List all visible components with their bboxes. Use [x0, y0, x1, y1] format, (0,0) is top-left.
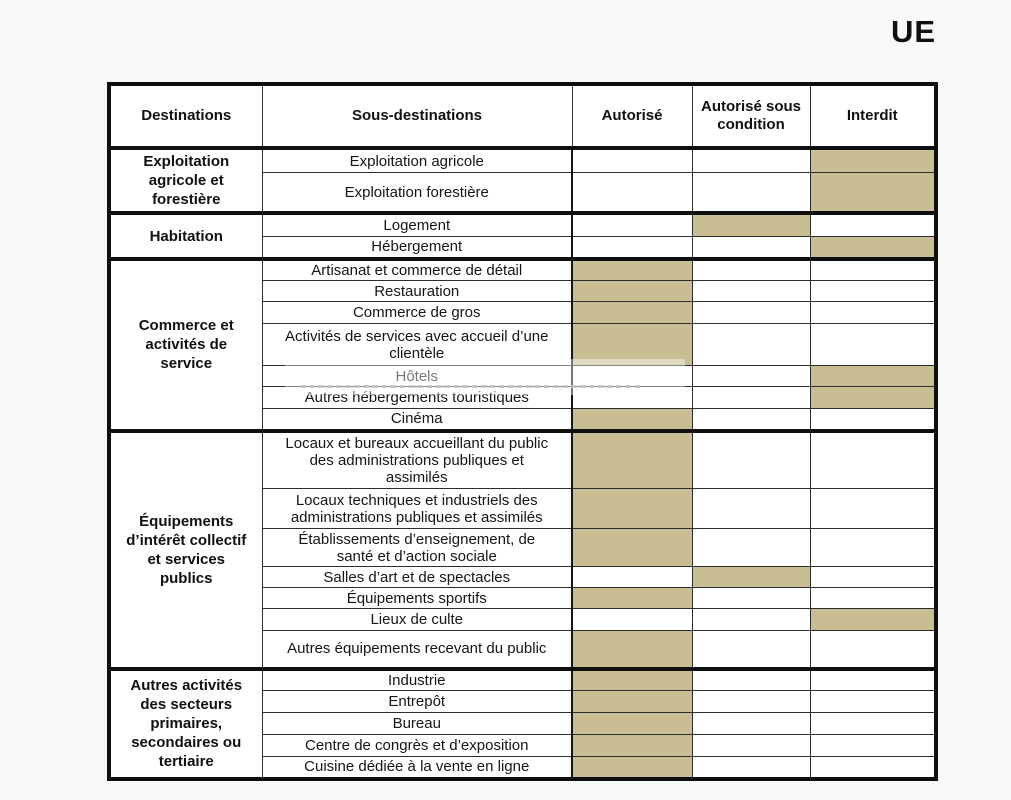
- status-cell-autorise: [572, 529, 692, 567]
- status-cell-condition: [692, 259, 810, 281]
- status-cell-autorise: [572, 669, 692, 691]
- status-cell-interdit: [810, 431, 936, 489]
- status-cell-autorise: [572, 173, 692, 213]
- sous-destination-cell: Activités de services avec accueil d’une clientèle: [262, 324, 572, 366]
- table-row: [109, 431, 936, 489]
- table-row: [109, 669, 936, 691]
- status-cell-autorise: [572, 302, 692, 324]
- status-cell-autorise: [572, 148, 692, 173]
- status-cell-condition: [692, 669, 810, 691]
- status-cell-interdit: [810, 387, 936, 409]
- status-cell-condition: [692, 713, 810, 735]
- status-cell-autorise: [572, 387, 692, 409]
- status-cell-autorise: [572, 281, 692, 302]
- status-cell-autorise: [572, 409, 692, 431]
- sous-destination-cell: Hôtels: [262, 366, 572, 387]
- header-sous-destinations: Sous-destinations: [262, 84, 572, 148]
- status-cell-interdit: [810, 213, 936, 236]
- status-cell-interdit: [810, 409, 936, 431]
- status-cell-interdit: [810, 735, 936, 757]
- destinations-table-wrap: [107, 82, 938, 781]
- table-body: [109, 148, 936, 779]
- destination-cell: Autres activités des secteurs primaires, secondaires ou tertiaire: [109, 669, 262, 779]
- status-cell-interdit: [810, 324, 936, 366]
- sous-destination-cell: Autres équipements recevant du public: [262, 631, 572, 669]
- status-cell-autorise: [572, 489, 692, 529]
- sous-destination-cell: Exploitation agricole: [262, 148, 572, 173]
- destination-cell: Commerce et activités de service: [109, 259, 262, 431]
- status-cell-interdit: [810, 757, 936, 779]
- status-cell-condition: [692, 409, 810, 431]
- status-cell-condition: [692, 735, 810, 757]
- sous-destination-cell: Équipements sportifs: [262, 588, 572, 609]
- sous-destination-cell: Cinéma: [262, 409, 572, 431]
- sous-destination-cell: Restauration: [262, 281, 572, 302]
- status-cell-autorise: [572, 609, 692, 631]
- sous-destination-cell: Salles d’art et de spectacles: [262, 567, 572, 588]
- status-cell-interdit: [810, 669, 936, 691]
- status-cell-condition: [692, 431, 810, 489]
- sous-destination-cell: Industrie: [262, 669, 572, 691]
- sous-destination-cell: Hébergement: [262, 236, 572, 259]
- sous-destination-cell: Logement: [262, 213, 572, 236]
- status-cell-autorise: [572, 431, 692, 489]
- status-cell-condition: [692, 148, 810, 173]
- table-row: [109, 259, 936, 281]
- status-cell-condition: [692, 281, 810, 302]
- sous-destination-cell: Cuisine dédiée à la vente en ligne: [262, 757, 572, 779]
- table-row: [109, 148, 936, 173]
- sous-destination-cell: Établissements d’enseignement, de santé et d’action sociale: [262, 529, 572, 567]
- status-cell-condition: [692, 173, 810, 213]
- status-cell-autorise: [572, 588, 692, 609]
- sous-destination-cell: Locaux techniques et industriels des administrations publiques et assimilés: [262, 489, 572, 529]
- header-row: [109, 84, 936, 148]
- status-cell-interdit: [810, 609, 936, 631]
- status-cell-autorise: [572, 213, 692, 236]
- status-cell-interdit: [810, 529, 936, 567]
- status-cell-interdit: [810, 691, 936, 713]
- status-cell-interdit: [810, 713, 936, 735]
- sous-destination-cell: Exploitation forestière: [262, 173, 572, 213]
- sous-destination-cell: Entrepôt: [262, 691, 572, 713]
- status-cell-autorise: [572, 567, 692, 588]
- sous-destination-cell: Artisanat et commerce de détail: [262, 259, 572, 281]
- status-cell-condition: [692, 302, 810, 324]
- header-autorise-sous-condition: Autorisé sous condition: [692, 84, 810, 148]
- status-cell-condition: [692, 236, 810, 259]
- status-cell-condition: [692, 366, 810, 387]
- status-cell-autorise: [572, 631, 692, 669]
- sous-destination-cell: Lieux de culte: [262, 609, 572, 631]
- status-cell-condition: [692, 529, 810, 567]
- destinations-table: [107, 82, 938, 781]
- status-cell-condition: [692, 387, 810, 409]
- sous-destination-cell: Autres hébergements touristiques: [262, 387, 572, 409]
- status-cell-condition: [692, 631, 810, 669]
- destination-cell: Équipements d’intérêt collectif et services publics: [109, 431, 262, 669]
- status-cell-interdit: [810, 588, 936, 609]
- status-cell-autorise: [572, 324, 692, 366]
- status-cell-condition: [692, 588, 810, 609]
- status-cell-condition: [692, 691, 810, 713]
- status-cell-condition: [692, 567, 810, 588]
- status-cell-condition: [692, 757, 810, 779]
- status-cell-autorise: [572, 757, 692, 779]
- table-row: [109, 213, 936, 236]
- status-cell-interdit: [810, 489, 936, 529]
- status-cell-condition: [692, 489, 810, 529]
- sous-destination-cell: Commerce de gros: [262, 302, 572, 324]
- status-cell-interdit: [810, 366, 936, 387]
- status-cell-interdit: [810, 173, 936, 213]
- status-cell-autorise: [572, 259, 692, 281]
- header-interdit: Interdit: [810, 84, 936, 148]
- status-cell-autorise: [572, 735, 692, 757]
- header-autorise: Autorisé: [572, 84, 692, 148]
- status-cell-interdit: [810, 567, 936, 588]
- status-cell-autorise: [572, 691, 692, 713]
- status-cell-condition: [692, 324, 810, 366]
- zone-title: UE: [891, 14, 937, 49]
- status-cell-interdit: [810, 236, 936, 259]
- status-cell-autorise: [572, 713, 692, 735]
- status-cell-interdit: [810, 281, 936, 302]
- sous-destination-cell: Locaux et bureaux accueillant du public des administrations publiques et assimilés: [262, 431, 572, 489]
- sous-destination-cell: Bureau: [262, 713, 572, 735]
- destination-cell: Exploitation agricole et forestière: [109, 148, 262, 213]
- status-cell-autorise: [572, 366, 692, 387]
- header-destinations: Destinations: [109, 84, 262, 148]
- status-cell-interdit: [810, 259, 936, 281]
- status-cell-condition: [692, 213, 810, 236]
- status-cell-interdit: [810, 631, 936, 669]
- status-cell-condition: [692, 609, 810, 631]
- status-cell-autorise: [572, 236, 692, 259]
- sous-destination-cell: Centre de congrès et d’exposition: [262, 735, 572, 757]
- status-cell-interdit: [810, 302, 936, 324]
- destination-cell: Habitation: [109, 213, 262, 259]
- status-cell-interdit: [810, 148, 936, 173]
